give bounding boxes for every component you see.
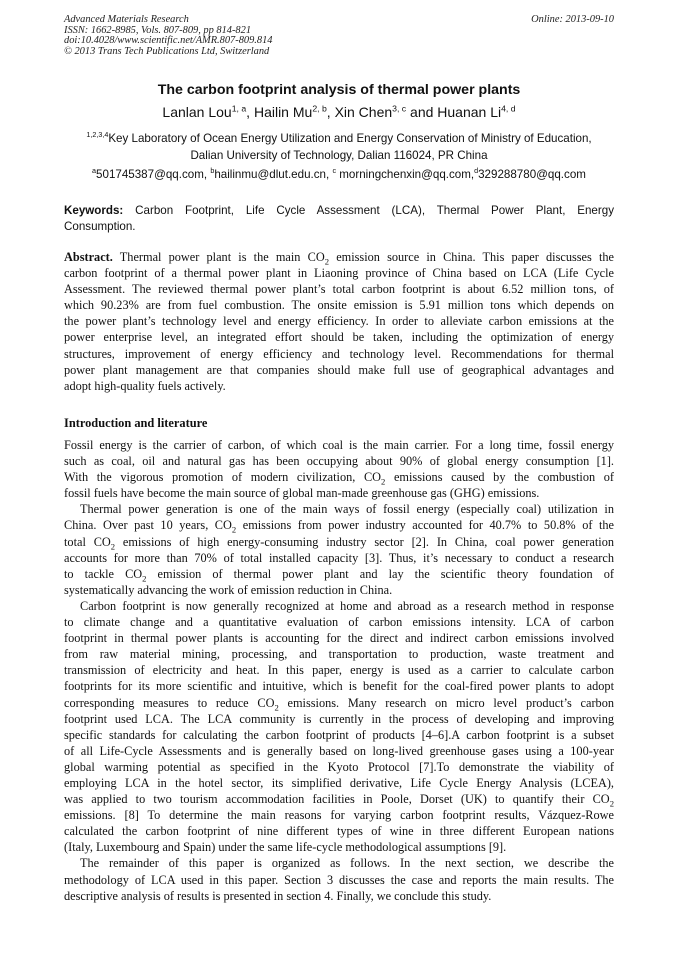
abstract-line: Assessment. The reviewed thermal power plant’s total carbon footprint is about 6.52 million tons, of [64, 282, 614, 297]
body-line: footprints for its more scientific and intuitive, which is benefit for the coal-fired power plants to adopt [64, 679, 614, 694]
email[interactable]: $^a$501745387@qq.com, [92, 166, 211, 181]
body-line: Fossil energy is the carrier of carbon, of which coal is the main carrier. For a long time, fossil energy [64, 438, 614, 452]
section-heading: Introduction and literature [64, 416, 208, 430]
body-line: calculated the carbon footprint of nine different types of wine in three different European nations [64, 824, 614, 839]
issn-line: ISSN: 1662-8985, Vols. 807-809, pp 814-821 [64, 24, 252, 36]
body-line: to tackle $CO_2$ emission of thermal power plant and lay the scientific theory foundation of [64, 566, 614, 582]
email-list [64, 167, 614, 183]
keywords-line-1: Keywords: Carbon Footprint, Life Cycle Assessment (LCA), Thermal Power Plant, Energy [64, 204, 614, 217]
keywords-line-2: Consumption. [64, 219, 136, 233]
author-list [64, 103, 614, 121]
author: Lanlan Lou$^{1, a}$, [162, 103, 254, 120]
journal-metadata [64, 15, 272, 57]
body-line: employing LCA in the hotel sector, its simplified derivative, Life Cycle Energy Analysis (LCEA), [64, 775, 614, 790]
body-line: The remainder of this paper is organized as follows. In the next section, we describe the [80, 856, 614, 871]
email[interactable]: $^b$hailinmu@dlut.edu.cn, [210, 166, 333, 181]
body-line: global warming potential as specified in the Kyoto Protocol [7].To demonstrate the viability of [64, 759, 614, 774]
body-line: With the vigorous promotion of modern civilization, $CO_2$ emissions caused by the combustion of [64, 470, 614, 486]
body-line: transmission of electricity and heat. In this paper, energy is used as a carrier to calculate carbon [64, 663, 614, 678]
journal-name: Advanced Materials Research [64, 14, 189, 25]
body-line: footprint in thermal power plants is accounting for the direct and indirect carbon emissions involved [64, 631, 614, 646]
body-line: footprint used LCA. The LCA community is currently in the process of developing and improving [64, 711, 614, 726]
email[interactable]: $^d$329288780@qq.com [474, 166, 586, 181]
body-line: accounts for more than 70% of total installed capacity [3]. Thus, it’s necessary to conduct a research [64, 550, 614, 565]
body-line: Thermal power generation is one of the main ways of fossil energy (especially coal) utilization in [80, 502, 614, 517]
body-line: specific standards for calculating the carbon footprint of products [4–6].A carbon footprint is a subset [64, 727, 614, 742]
abstract-line: power enterprise level, an integrated effort should be taken, including the optimization of energy [64, 330, 614, 345]
abstract-paragraph [64, 249, 614, 394]
author: Hailin Mu$^{2, b}$, [253, 103, 335, 120]
doi-line: doi:10.4028/www.scientific.net/AMR.807-809.814 [64, 35, 273, 47]
body-line: of all Life-Cycle Assessments and is generally based on long-lived greenhouse gases using a 100-year [64, 743, 614, 758]
body-line: corresponding measures to reduce $CO_2$ emissions. Many research on micro level product’s carbon [64, 695, 614, 711]
body-line: such as coal, oil and natural gas has been occupying about 90% of global energy consumption [1]. [64, 454, 614, 469]
abstract-line: which 90.23% are from fuel combustion. The onsite emission is 5.91 million tons which depends on [64, 298, 614, 313]
abstract-line: the power plant’s technology level and energy efficiency. In order to alleviate carbon emissions at the [64, 314, 614, 329]
email[interactable]: $^c$ morningchenxin@qq.com, [332, 166, 475, 181]
online-date: Online: 2013-09-10 [531, 14, 614, 25]
abstract-line: carbon footprint of a thermal power plant in Liaoning province of China based on LCA (Life Cycle [64, 266, 614, 281]
author: Huanan Li$^{4, d}$ [437, 103, 516, 120]
body-line: from raw material mining, processing, and transportation to production, waste treatment and [64, 647, 614, 662]
paper-title: The carbon footprint analysis of thermal power plants [157, 82, 521, 98]
affiliation [64, 131, 614, 164]
body-line: was applied to two tourism accommodation facilities in Poole, Dorset (UK) to quantify their $CO_2$ [64, 792, 614, 808]
introduction-text [64, 437, 614, 904]
keywords-label: Keywords: [64, 204, 124, 217]
copyright-line: © 2013 Trans Tech Publications Ltd, Switzerland [64, 45, 270, 57]
body-line: China. Over past 10 years, $CO_2$ emissions from power industry accounted for 40.7% to 50.8% of the [64, 518, 614, 534]
abstract-label: Abstract. [64, 250, 113, 264]
abstract-line: Abstract. Thermal power plant is the main $CO_2$ emission source in China. This paper discusses the [64, 250, 614, 266]
abstract-line: adopt high-quality fuels actively. [64, 378, 226, 393]
body-line: methodology of LCA used in this paper. Section 3 discusses the case and reports the main results. The [64, 872, 614, 887]
body-line: Carbon footprint is now generally recognized at home and abroad as a research method in response [80, 598, 614, 613]
body-line: to climate change and a quantitative evaluation of carbon emissions intensity. LCA of carbon [64, 615, 614, 630]
abstract-line: structures, improvement of energy efficiency and technology level. Recommendations for thermal [64, 346, 614, 361]
body-line: descriptive analysis of results is presented in section 4. Finally, we conclude this study. [64, 888, 492, 903]
body-line: total $CO_2$ emissions of high energy-consuming industry sector [2]. In China, coal power generation [64, 534, 614, 550]
body-line: fossil fuels have become the main source of global man-made greenhouse gas (GHG) emissions. [64, 486, 540, 501]
author: Xin Chen$^{3, c}$ and [334, 103, 438, 120]
body-line: (Italy, Luxembourg and Spain) under the same life-cycle methodological assumptions [9]. [64, 840, 507, 855]
abstract-line: power plant management are that companies should make full use of geographical advantages and [64, 362, 614, 377]
body-line: systematically advancing the work of emission reduction in China. [64, 582, 393, 597]
body-line: emissions. [8] To determine the main reasons for varying carbon footprint results, Vázquez-Rowe [64, 808, 614, 823]
keywords-block [64, 203, 614, 234]
affiliation-line-1: $^{1,2,3,4}$Key Laboratory of Ocean Energy Utilization and Energy Conservation of Ministry of Education, [86, 130, 592, 145]
affiliation-line-2: Dalian University of Technology, Dalian 116024, PR China [190, 148, 488, 162]
